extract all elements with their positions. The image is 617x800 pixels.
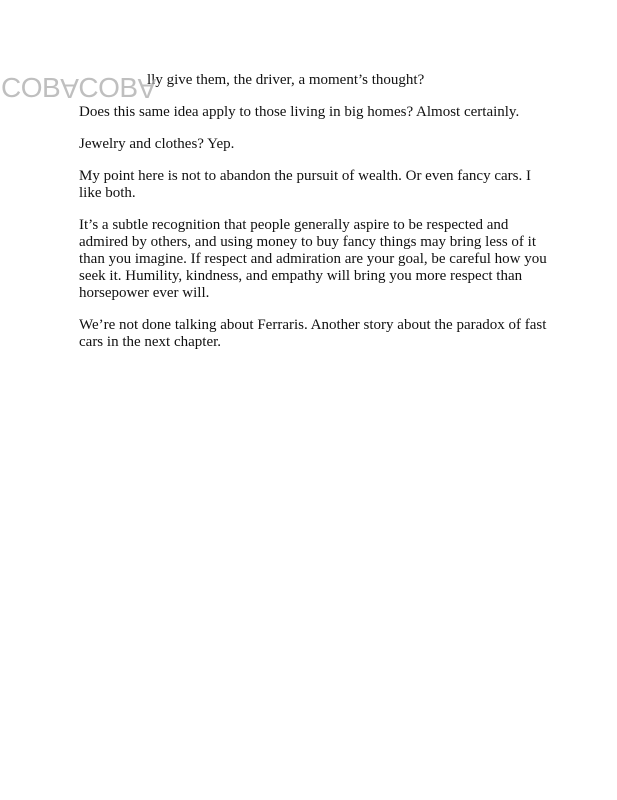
watermark-text-4: A	[137, 73, 156, 104]
paragraph: Jewelry and clothes? Yep.	[79, 136, 235, 152]
watermark-logo	[1, 74, 156, 102]
paragraph: We’re not done talking about Ferraris. Another story about the paradox of fast cars in the next chapter.	[79, 317, 547, 350]
paragraph: Does this same idea apply to those living in big homes? Almost certainly.	[79, 104, 520, 120]
paragraph: It’s a subtle recognition that people generally aspire to be respected and admired by others, and using money to buy fancy things may bring less of it than you imagine. If respect and admiration are your goal, be careful how you seek it. Humility, kindness, and empathy will bring you more respect than horsepower ever will.	[79, 217, 547, 301]
watermark-text-2: A	[60, 73, 79, 104]
document-body	[79, 72, 547, 366]
paragraph-text: lly give them, the driver, a moment’s thought?	[147, 72, 425, 88]
watermark-text-3: COB	[78, 72, 138, 103]
paragraph: My point here is not to abandon the pursuit of wealth. Or even fancy cars. I like both.	[79, 168, 531, 201]
watermark-text-1: COB	[1, 72, 61, 103]
